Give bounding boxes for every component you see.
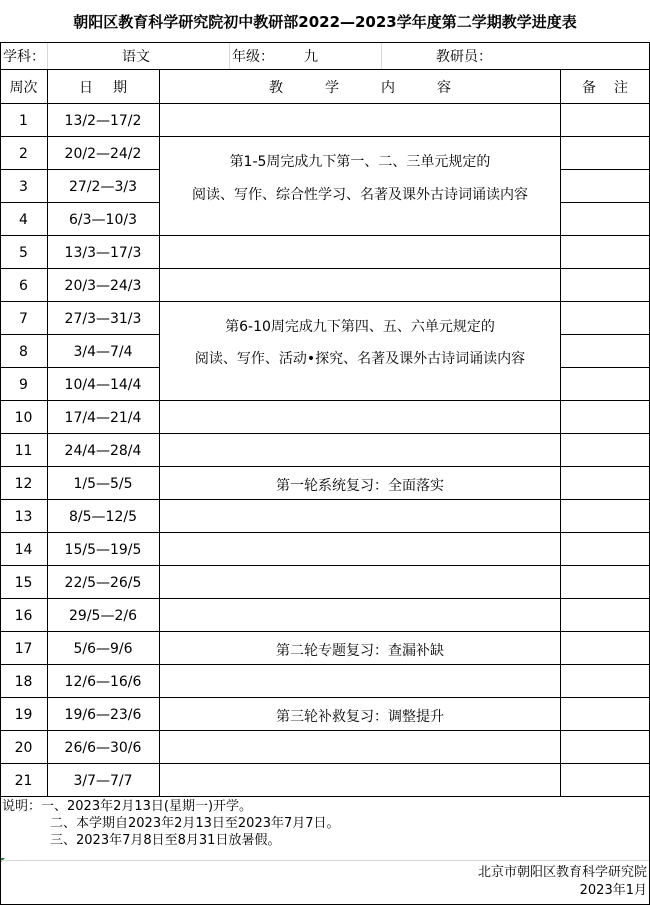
grid-line bbox=[381, 43, 382, 69]
page-title: 朝阳区教育科学研究院初中教研部2022—2023学年度第二学期教学进度表 bbox=[73, 12, 577, 31]
grid-line bbox=[160, 499, 560, 500]
grid-line bbox=[0, 860, 650, 861]
grid-line bbox=[0, 301, 160, 302]
grid-line bbox=[0, 169, 160, 170]
week-date-range: 10/4—14/4 bbox=[64, 376, 142, 393]
grid-line bbox=[0, 796, 650, 797]
grid-line bbox=[160, 763, 560, 764]
week-date-range: 13/3—17/3 bbox=[64, 244, 142, 261]
grid-line bbox=[160, 730, 560, 731]
week-number: 14 bbox=[14, 541, 33, 558]
grid-line bbox=[0, 103, 650, 104]
grid-line bbox=[0, 664, 160, 665]
grid-line bbox=[160, 235, 560, 236]
grid-line bbox=[0, 136, 160, 137]
week-number: 16 bbox=[14, 607, 33, 624]
week-number: 10 bbox=[14, 409, 33, 426]
grid-line bbox=[560, 730, 650, 731]
grid-line bbox=[0, 69, 650, 70]
grid-line bbox=[0, 730, 160, 731]
notes-item-2: 二、本学期自2023年2月13日至2023年7月7日。 bbox=[50, 816, 340, 831]
subject-value: 语文 bbox=[122, 49, 150, 65]
footer-org: 北京市朝阳区教育科学研究院 bbox=[477, 865, 647, 880]
teacher-label: 教研员： bbox=[436, 49, 492, 65]
week-number: 13 bbox=[14, 508, 33, 525]
grid-line bbox=[160, 466, 560, 467]
week-number: 11 bbox=[14, 442, 33, 459]
grid-line bbox=[560, 235, 650, 236]
week-date-range: 15/5—19/5 bbox=[64, 541, 142, 558]
grid-line bbox=[0, 42, 650, 43]
header-date: 日期 bbox=[79, 79, 147, 96]
week-number: 7 bbox=[19, 310, 28, 327]
subject-label: 学科： bbox=[3, 49, 45, 65]
content-block-review-3: 第三轮补救复习：调整提升 bbox=[276, 709, 444, 725]
grid-line bbox=[560, 532, 650, 533]
week-number: 18 bbox=[14, 673, 33, 690]
grid-line bbox=[0, 334, 160, 335]
grid-line bbox=[0, 268, 160, 269]
grade-label: 年级： bbox=[232, 49, 274, 65]
grid-line bbox=[160, 268, 560, 269]
notes-section bbox=[2, 798, 340, 849]
grid-line bbox=[160, 631, 560, 632]
week-number: 21 bbox=[14, 772, 33, 789]
grid-line bbox=[160, 565, 560, 566]
content-block-weeks-1-5-line1: 第1-5周完成九下第一、二、三单元规定的 bbox=[229, 154, 491, 170]
grid-line bbox=[560, 433, 650, 434]
grid-line bbox=[560, 664, 650, 665]
grid-line bbox=[160, 697, 560, 698]
week-date-range: 17/4—21/4 bbox=[64, 409, 142, 426]
week-number: 12 bbox=[14, 475, 33, 492]
notes-item-3: 三、2023年7月8日至8月31日放暑假。 bbox=[50, 833, 281, 848]
header-remark: 备注 bbox=[582, 79, 646, 96]
week-date-range: 26/6—30/6 bbox=[64, 739, 142, 756]
grid-line bbox=[560, 466, 650, 467]
week-number: 17 bbox=[14, 640, 33, 657]
grade-value: 九 bbox=[304, 49, 318, 65]
grid-line bbox=[0, 42, 1, 905]
week-date-range: 3/4—7/4 bbox=[73, 343, 133, 360]
week-number: 5 bbox=[19, 244, 28, 261]
grid-line bbox=[160, 598, 560, 599]
grid-line bbox=[160, 400, 560, 401]
grid-line bbox=[160, 301, 560, 302]
grid-line bbox=[560, 598, 650, 599]
content-block-review-2: 第二轮专题复习：查漏补缺 bbox=[276, 643, 444, 659]
week-number: 15 bbox=[14, 574, 33, 591]
grid-line bbox=[0, 202, 160, 203]
week-date-range: 12/6—16/6 bbox=[64, 673, 142, 690]
grid-line bbox=[560, 268, 650, 269]
grid-line bbox=[560, 763, 650, 764]
grid-line bbox=[0, 697, 160, 698]
header-week: 周次 bbox=[9, 79, 38, 96]
footer-date: 2023年1月 bbox=[579, 883, 647, 898]
week-number: 19 bbox=[14, 706, 33, 723]
grid-line bbox=[0, 499, 160, 500]
grid-line bbox=[560, 400, 650, 401]
week-date-range: 1/5—5/5 bbox=[73, 475, 133, 492]
week-number: 1 bbox=[19, 112, 28, 129]
week-date-range: 3/7—7/7 bbox=[73, 772, 133, 789]
grid-line bbox=[0, 433, 160, 434]
grid-line bbox=[160, 136, 560, 137]
grid-line bbox=[560, 169, 650, 170]
grid-line bbox=[560, 69, 561, 796]
grid-line bbox=[560, 136, 650, 137]
week-date-range: 19/6—23/6 bbox=[64, 706, 142, 723]
week-number: 9 bbox=[19, 376, 28, 393]
grid-line bbox=[560, 334, 650, 335]
content-block-weeks-6-10-line1: 第6-10周完成九下第四、五、六单元规定的 bbox=[225, 319, 495, 335]
grid-line bbox=[160, 532, 560, 533]
week-number: 3 bbox=[19, 178, 28, 195]
grid-line bbox=[160, 433, 560, 434]
grid-line bbox=[160, 664, 560, 665]
grid-line bbox=[0, 598, 160, 599]
notes-item-1: 一、2023年2月13日(星期一)开学。 bbox=[41, 799, 253, 814]
grid-line bbox=[560, 367, 650, 368]
grid-line bbox=[229, 43, 230, 69]
grid-line bbox=[560, 697, 650, 698]
week-number: 6 bbox=[19, 277, 28, 294]
week-number: 8 bbox=[19, 343, 28, 360]
grid-line bbox=[0, 367, 160, 368]
grid-line bbox=[560, 301, 650, 302]
grid-line bbox=[0, 532, 160, 533]
grid-line bbox=[0, 565, 160, 566]
grid-line bbox=[0, 400, 160, 401]
week-date-range: 8/5—12/5 bbox=[69, 508, 137, 525]
week-date-range: 24/4—28/4 bbox=[64, 442, 142, 459]
grid-line bbox=[0, 466, 160, 467]
week-date-range: 20/2—24/2 bbox=[64, 145, 142, 162]
notes-label: 说明： bbox=[2, 799, 42, 814]
week-date-range: 29/5—2/6 bbox=[69, 607, 137, 624]
week-number: 20 bbox=[14, 739, 33, 756]
footer bbox=[478, 864, 647, 900]
week-date-range: 13/2—17/2 bbox=[64, 112, 142, 129]
week-date-range: 27/3—31/3 bbox=[64, 310, 142, 327]
week-date-range: 5/6—9/6 bbox=[73, 640, 133, 657]
week-date-range: 6/3—10/3 bbox=[69, 211, 137, 228]
grid-line bbox=[159, 69, 160, 796]
week-number: 4 bbox=[19, 211, 28, 228]
grid-line bbox=[0, 763, 160, 764]
week-date-range: 22/5—26/5 bbox=[64, 574, 142, 591]
content-block-weeks-1-5-line2: 阅读、写作、综合性学习、名著及课外古诗词诵读内容 bbox=[192, 187, 528, 203]
grid-line bbox=[0, 235, 160, 236]
grid-line bbox=[560, 565, 650, 566]
week-number: 2 bbox=[19, 145, 28, 162]
grid-line bbox=[47, 69, 48, 796]
grid-line bbox=[560, 499, 650, 500]
grid-line bbox=[560, 202, 650, 203]
week-date-range: 20/3—24/3 bbox=[64, 277, 142, 294]
content-block-review-1: 第一轮系统复习：全面落实 bbox=[276, 478, 444, 494]
grid-line bbox=[47, 43, 48, 69]
grid-line bbox=[560, 631, 650, 632]
header-content: 教学内容 bbox=[269, 79, 493, 96]
grid-line bbox=[0, 631, 160, 632]
content-block-weeks-6-10-line2: 阅读、写作、活动•探究、名著及课外古诗词诵读内容 bbox=[194, 351, 526, 367]
week-date-range: 27/2—3/3 bbox=[69, 178, 137, 195]
